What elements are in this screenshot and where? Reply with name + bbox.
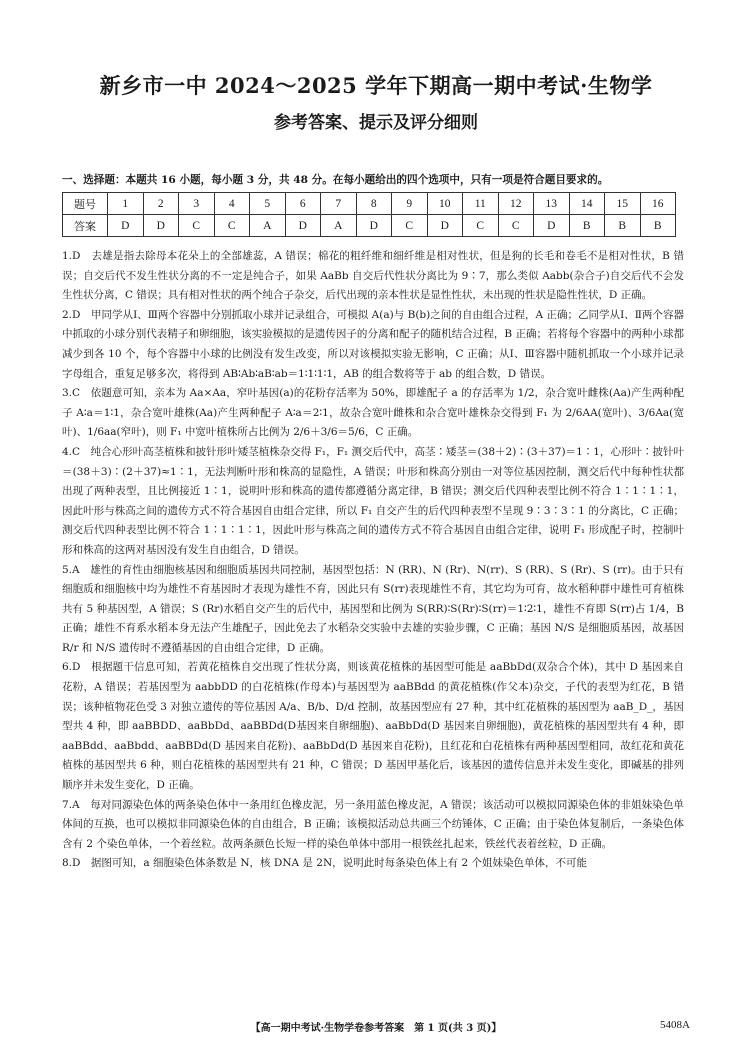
answer-cell: A xyxy=(250,215,286,237)
question-number-cell: 6 xyxy=(285,193,321,215)
answer-cell: D xyxy=(534,215,570,237)
answer-cell: C xyxy=(214,215,250,237)
question-number-cell: 9 xyxy=(392,193,428,215)
answer-cell: C xyxy=(179,215,215,237)
question-number-cell: 12 xyxy=(498,193,534,215)
answer-row xyxy=(63,215,676,237)
question-number-cell: 10 xyxy=(427,193,463,215)
explanation-item: 2.D 甲同学从Ⅰ、Ⅲ两个容器中分别抓取小球并记录组合，可模拟 A(a)与 B(b)之间的自由组合过程，A 正确；乙同学从Ⅰ、Ⅱ两个容器中抓取的小球分别代表精子和卵细胞，该实验模拟的是遗传因子的分离和配子的随机结合过程，B 正确；若将每个容器中的两种小球都减少到各 10 个，每个容器中小球的比例没有发生改变，所以对该模拟实验无影响，C 正确；从Ⅰ、Ⅲ容器中随机抓取一个小球并记录字母组合，重复足够多次，将得到 AB∶Ab∶aB∶ab＝1∶1∶1∶1，AB 的组合数将等于 ab 的组合数，D 错误。 xyxy=(62,308,684,380)
question-number-cell: 2 xyxy=(143,193,179,215)
page-subtitle: 参考答案、提示及评分细则 xyxy=(274,113,478,133)
answer-cell: C xyxy=(392,215,428,237)
question-number-cell: 5 xyxy=(250,193,286,215)
explanation-item: 3.C 依题意可知，亲本为 Aa×Aa，窄叶基因(a)的花粉存活率为 50%，即雄配子 a 的存活率为 1/2，杂合宽叶雌株(Aa)产生两种配子 A∶a＝1∶1，杂合宽叶雄株(Aa)产生两种配子 A∶a＝2∶1，故杂合宽叶雌株和杂合宽叶雄株杂交得到 F₁ 为 2/6AA(宽叶)、3/6Aa(宽叶)、1/6aa(窄叶)，则 F₁ 中宽叶植株所占比例为 2/6＋3/6＝5/6，C 正确。 xyxy=(62,387,684,439)
answer-cell: C xyxy=(498,215,534,237)
page-footer xyxy=(0,1019,752,1034)
page-title: 新乡市一中 2024～2025 学年下期高一期中考试·生物学 xyxy=(99,73,653,98)
answer-cell: D xyxy=(356,215,392,237)
question-number-cell: 7 xyxy=(321,193,357,215)
answer-cell: D xyxy=(285,215,321,237)
answer-cell: C xyxy=(463,215,499,237)
explanations xyxy=(62,247,684,874)
explanation-item: 4.C 纯合心形叶高茎植株和披针形叶矮茎植株杂交得 F₁，F₁ 测交后代中，高茎∶矮茎＝(38＋2)∶(3＋37)＝1∶1，心形叶∶披针叶＝(38＋3)∶(2＋37)≈1∶1，无法判断叶形和株高的显隐性，A 错误；叶形和株高分别由一对等位基因控制，测交后代中每种性状都出现了两种表型，且比例接近 1∶1，说明叶形和株高的遗传都遵循分离定律，B 错误；测交后代四种表型比例不符合 1∶1∶1∶1，因此叶形与株高之间的遗传方式不符合基因自由组合定律，所以 F₁ 自交产生的后代四种表型不呈现 9∶3∶3∶1 的分离比，C 正确；测交后代四种表型比例不符合 1∶1∶1∶1，因此叶形与株高之间的遗传方式不符合基因自由组合定律，说明 F₁ 形成配子时，控制叶形和株高的这两对基因没有发生自由组合，D 错误。 xyxy=(62,445,684,556)
question-number-cell: 13 xyxy=(534,193,570,215)
question-number-cell: 15 xyxy=(605,193,641,215)
question-number-row xyxy=(63,193,676,215)
answer-cell: A xyxy=(321,215,357,237)
explanation-item: 8.D 据图可知，a 细胞染色体条数是 N，核 DNA 是 2N，说明此时每条染色体上有 2 个姐妹染色单体，不可能 xyxy=(62,857,587,870)
question-number-cell: 3 xyxy=(179,193,215,215)
question-number-cell: 16 xyxy=(640,193,676,215)
question-number-cell: 1 xyxy=(108,193,144,215)
question-number-cell: 8 xyxy=(356,193,392,215)
question-number-cell: 11 xyxy=(463,193,499,215)
explanation-item: 7.A 每对同源染色体的两条染色体中一条用红色橡皮泥，另一条用蓝色橡皮泥，A 错误；该活动可以模拟同源染色体的非姐妹染色单体间的互换，也可以模拟非同源染色体的自由组合，B 正确；该模拟活动总共画三个纺锤体，C 正确；由于染色体复制后，一条染色体含有 2 个染色单体，一个着丝粒。故两条颜色长短一样的染色单体中部用一根铁丝扎起来，铁丝代表着丝粒，D 正确。 xyxy=(62,798,684,850)
answer-cell: B xyxy=(605,215,641,237)
answer-cell: B xyxy=(640,215,676,237)
row-label-number: 题号 xyxy=(63,193,108,215)
explanation-item: 5.A 雄性的育性由细胞核基因和细胞质基因共同控制，基因型包括：N (RR)、N (Rr)、N(rr)、S (RR)、S (Rr)、S (rr)。由于只有细胞质和细胞核中均为雄性不育基因时才表现为雄性不育，因此只有 S(rr)表现雄性不育，其它均为可育，故水稻种群中雄性可育植株共有 5 种基因型，A 错误；S (Rr)水稻自交产生的后代中，基因型和比例为 S(RR)∶S(Rr)∶S(rr)＝1∶2∶1，雄性不育即 S(rr)占 1/4，B 正确；雄性不育系水稻本身无法产生雄配子，因此免去了水稻杂交实验中去雄的实验步骤，C 正确；基因 N/S 是细胞质基因，故基因 R/r 和 N/S 遗传时不遵循基因的自由组合定律，D 正确。 xyxy=(62,563,684,654)
footer-page-info: 【高一期中考试·生物学卷参考答案 第 1 页(共 3 页)】 xyxy=(250,1023,502,1034)
answer-cell: D xyxy=(427,215,463,237)
question-number-cell: 4 xyxy=(214,193,250,215)
answer-cell: D xyxy=(143,215,179,237)
answer-table xyxy=(62,192,676,237)
footer-code: 5408A xyxy=(660,1019,690,1031)
section-heading: 一、选择题：本题共 16 小题，每小题 3 分，共 48 分。在每小题给出的四个选项中，只有一项是符合题目要求的。 xyxy=(62,174,609,186)
row-label-answer: 答案 xyxy=(63,215,108,237)
explanation-item: 1.D 去雄是指去除母本花朵上的全部雄蕊，A 错误；棉花的粗纤维和细纤维是相对性状，但是狗的长毛和卷毛不是相对性状，B 错误；自交后代不发生性状分离的不一定是纯合子，如果 AaBb 自交后代性状分离比为 9∶7，那么类似 Aabb(杂合子)自交后代不会发生性状分离，C 错误；具有相对性状的两个纯合子杂交，后代出现的亲本性状是显性性状，未出现的性状是隐性性状，D 正确。 xyxy=(62,250,684,302)
question-number-cell: 14 xyxy=(569,193,605,215)
answer-cell: B xyxy=(569,215,605,237)
answer-cell: D xyxy=(108,215,144,237)
explanation-item: 6.D 根据题干信息可知，若黄花植株自交出现了性状分离，则该黄花植株的基因型可能是 aaBbDd(双杂合个体)，其中 D 基因来自花粉，A 错误；若基因型为 aabbDD 的白花植株(作母本)与基因型为 aaBBdd 的黄花植株(作父本)杂交，子代的表型为红花，B 错误；该种植物花色受 3 对独立遗传的等位基因 A/a、B/b、D/d 控制，故基因型应有 27 种，其中红花植株的基因型为 aaB_D_，基因型共 4 种，即 aaBBDD、aaBbDd、aaBBDd(D基因来自卵细胞)、aaBbDd(D 基因来自卵细胞)，黄花植株的基因型共有 4 种，即 aaBBdd、aaBbdd、aaBBDd(D 基因来自花粉)、aaBbDd(D 基因来自花粉)，且红花和白花植株有两种基因型相同，故红花和黄花植株的基因型共 6 种，则白花植株的基因型共有 21 种，C 错误；D 基因甲基化后，该基因的遗传信息并未发生变化，即碱基的排列顺序并未发生变化，D 正确。 xyxy=(62,661,684,792)
